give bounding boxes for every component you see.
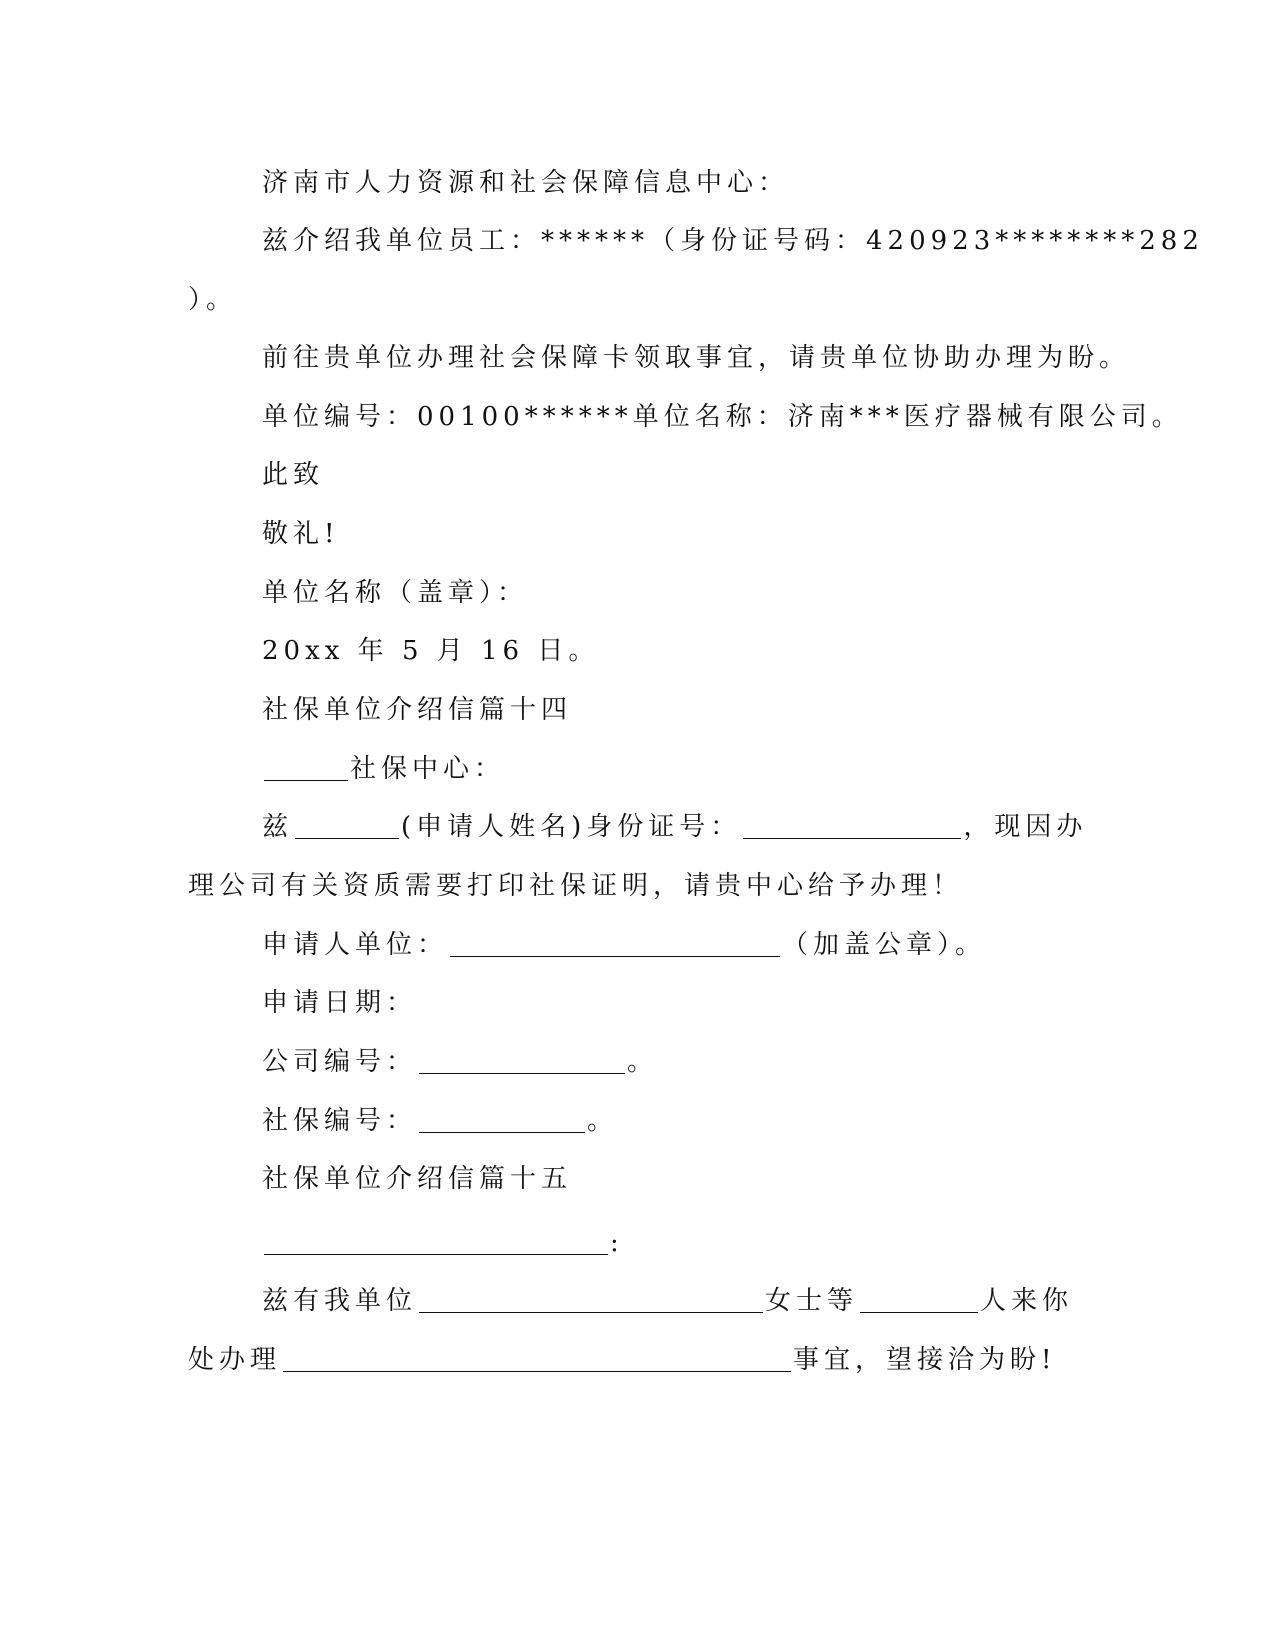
letter15-body-mid: 女士等 [765,1286,859,1316]
letter14-heading: 社保单位介绍信篇十四 [262,695,573,725]
letter13-closing1: 此致 [262,460,325,490]
company-no-suffix: 。 [627,1047,659,1077]
letter14-recipient-suffix: 社保中心： [350,754,506,784]
letter14-apply-date: 申请日期： [262,988,418,1018]
letter13-unit-info: 单位编号：00100******单位名称：济南***医疗器械有限公司。 [262,402,1183,432]
blank-line [295,814,399,839]
letter13-intro-line2: ）。 [188,285,238,315]
letter14-body-prefix: 兹 [262,812,294,842]
letter15-body-line2 [188,1343,1056,1377]
applicant-unit-label: 申请人单位： [262,930,449,960]
blank-line [283,1347,791,1372]
blank-line [264,756,348,781]
letter14-body-line1 [262,810,1087,844]
letter14-body-reason: ，现因办 [963,812,1088,842]
letter14-recipient [262,752,505,786]
blank-line [450,932,780,957]
blank-line [419,1108,585,1133]
letter15-body-line2-suffix: 事宜，望接洽为盼! [793,1345,1057,1375]
letter13-recipient: 济南市人力资源和社会保障信息中心： [262,168,790,198]
letter15-body-end: 人来你 [980,1286,1074,1316]
letter15-recipient-suffix: : [610,1228,624,1258]
blank-line [264,1230,608,1255]
letter15-body-line1 [262,1284,1073,1318]
blank-line [743,814,961,839]
letter13-purpose: 前往贵单位办理社会保障卡领取事宜，请贵单位协助办理为盼。 [262,343,1131,373]
letter15-body-line2-prefix: 处办理 [188,1345,282,1375]
ss-no-label: 社保编号： [262,1106,418,1136]
letter13-closing2: 敬礼! [262,519,340,549]
letter14-body-name: (申请人姓名)身份证号： [401,812,742,842]
letter14-ss-no [262,1104,618,1138]
letter13-signature: 单位名称（盖章）： [262,578,529,608]
letter15-body-prefix: 兹有我单位 [262,1286,418,1316]
applicant-unit-suffix: （加盖公章）。 [782,930,987,960]
letter13-intro-line1: 兹介绍我单位员工：******（身份证号码：420923********282 [262,226,1204,256]
letter14-body-line2: 理公司有关资质需要打印社保证明，请贵中心给予办理！ [188,871,964,901]
blank-line [860,1288,978,1313]
company-no-label: 公司编号： [262,1047,418,1077]
ss-no-suffix: 。 [587,1106,619,1136]
letter14-applicant-unit [262,928,986,962]
letter15-recipient [262,1226,624,1260]
letter14-company-no [262,1045,658,1079]
letter13-date: 20xx 年 5 月 16 日。 [262,636,600,666]
letter15-heading: 社保单位介绍信篇十五 [262,1164,573,1194]
blank-line [419,1049,625,1074]
blank-line [419,1288,763,1313]
